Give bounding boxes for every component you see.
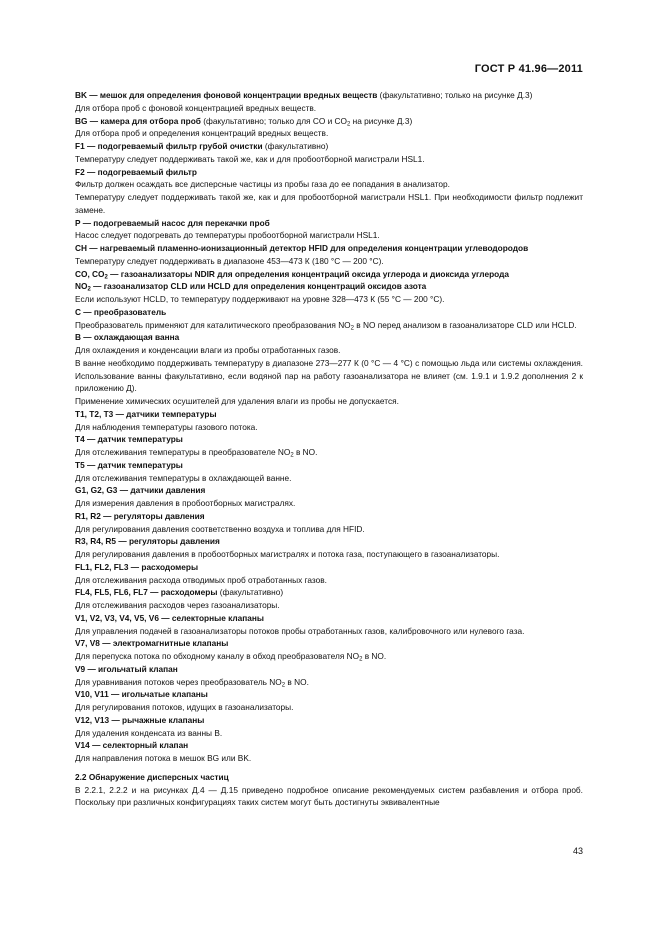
- subscript: 2: [87, 286, 91, 293]
- subscript: 2: [104, 274, 108, 280]
- body-text: Для охлаждения и конденсации влаги из пробы отработанных газов.: [75, 345, 341, 355]
- term-text: BG — камера для отбора проб: [75, 115, 201, 126]
- paragraph: [75, 331, 583, 344]
- paragraph: [75, 102, 583, 115]
- body-text: (факультативно; только для CO и CO: [200, 115, 347, 126]
- subscript: 2: [281, 682, 286, 688]
- paragraph: [75, 395, 583, 408]
- paragraph: [75, 612, 583, 625]
- page-number: 43: [572, 846, 583, 856]
- term-text: P — подогреваемый насос для перекачки проб: [75, 217, 270, 228]
- paragraph: [75, 523, 583, 536]
- body-text: Для перепуска потока по обходному каналу в обход преобразователя NO: [75, 651, 360, 661]
- paragraph: [75, 115, 583, 128]
- paragraph: [75, 625, 583, 638]
- paragraph: [75, 663, 583, 676]
- body-text: в NO.: [285, 676, 309, 687]
- body-text: Для наблюдения температуры газового потока.: [75, 421, 258, 432]
- term-text: G1, G2, G3 — датчики давления: [75, 485, 206, 496]
- paragraph: [75, 586, 583, 599]
- paragraph: [75, 676, 583, 689]
- term-text: V9 — игольчатый клапан: [75, 663, 178, 674]
- body-text: Для отбора проб и определения концентраций вредных веществ.: [75, 128, 329, 139]
- paragraph: [75, 714, 583, 727]
- paragraph: [75, 510, 583, 523]
- subscript: 2: [350, 325, 354, 331]
- paragraph: [75, 166, 583, 179]
- definition-list: [75, 89, 583, 765]
- body-text: Насос следует подогревать до температуры пробоотборной магистрали HSL1.: [75, 230, 380, 241]
- body-text: Температуру следует поддерживать такой же, как и для пробоотборной магистрали HSL1. При необходимости фильтр подлежит замене.: [75, 192, 583, 215]
- term-text: — газоанализатор CLD или HCLD для определения концентраций оксидов азота: [90, 281, 427, 292]
- body-text: Для регулирования потоков, идущих в газоанализаторы.: [75, 702, 294, 712]
- body-text: (факультативно): [262, 141, 329, 151]
- paragraph: [75, 306, 583, 319]
- paragraph: [75, 280, 583, 293]
- paragraph: [75, 535, 583, 548]
- paragraph: [75, 752, 583, 765]
- term-text: B — охлаждающая ванна: [75, 332, 180, 343]
- paragraph: [75, 421, 583, 434]
- term-text: CH — нагреваемый пламенно-ионизационный детектор HFID для определения концентрации углеводородов: [75, 243, 529, 253]
- term-text: V14 — селекторный клапан: [75, 740, 189, 751]
- body-text: Для отслеживания температуры в преобразователе NO: [75, 447, 291, 457]
- term-text: FL4, FL5, FL6, FL7 — расходомеры: [75, 587, 218, 598]
- body-text: Если используют HCLD, то температуру поддерживают на уровне 328—473 К (55 °C — 200 °C).: [75, 294, 445, 304]
- term-text: R1, R2 — регуляторы давления: [75, 510, 205, 521]
- term-text: F1 — подогреваемый фильтр грубой очистки: [75, 141, 263, 151]
- term-text: V12, V13 — рычажные клапаны: [75, 714, 205, 725]
- body-text: Для отслеживания расходов через газоанализаторы.: [75, 600, 280, 610]
- term-text: T1, T2, T3 — датчики температуры: [75, 408, 217, 419]
- paragraph: [75, 178, 583, 191]
- paragraph: [75, 268, 583, 281]
- paragraph: [75, 497, 583, 510]
- body-text: в NO.: [293, 447, 318, 457]
- subscript: 2: [290, 452, 294, 459]
- term-text: F2 — подогреваемый фильтр: [75, 166, 197, 177]
- body-text: Для регулирования давления в пробоотборных магистралях и потока газа, поступающего в газоанализаторы.: [75, 549, 500, 559]
- body-text: Для уравнивания потоков через преобразователь NO: [75, 676, 282, 687]
- paragraph: [75, 650, 583, 663]
- paragraph: [75, 344, 583, 357]
- body-text: Для отслеживания расхода отводимых проб отработанных газов.: [75, 574, 327, 585]
- body-text: Для отбора проб с фоновой концентрацией вредных веществ.: [75, 102, 317, 113]
- paragraph: [75, 688, 583, 701]
- body-text: Для регулирования давления соответственно воздуха и топлива для HFID.: [75, 523, 365, 534]
- paragraph: [75, 357, 583, 395]
- body-text: Для направления потока в мешок BG или BK.: [75, 753, 252, 763]
- paragraph: [75, 739, 583, 752]
- subscript: 2: [359, 656, 363, 663]
- body-text: Преобразователь применяют для каталитического преобразования NO: [75, 319, 351, 330]
- paragraph: [75, 153, 583, 166]
- paragraph: [75, 293, 583, 306]
- paragraph: [75, 701, 583, 714]
- term-text: C — преобразователь: [75, 306, 167, 317]
- paragraph: [75, 140, 583, 153]
- paragraph: [75, 472, 583, 485]
- body-text: Температуру следует поддерживать в диапазоне 453—473 К (180 °C — 200 °C).: [75, 255, 384, 266]
- standard-header: ГОСТ Р 41.96—2011: [474, 63, 583, 75]
- paragraph: [75, 637, 583, 650]
- body-text: (факультативно): [217, 587, 284, 598]
- term-text: V7, V8 — электромагнитные клапаны: [75, 638, 229, 649]
- paragraph: [75, 191, 583, 217]
- term-text: V10, V11 — игольчатые клапаны: [75, 689, 208, 700]
- paragraph: [75, 484, 583, 497]
- paragraph: [75, 255, 583, 268]
- body-text: Для управления подачей в газоанализаторы потоков пробы отработанных газов, калибровочного или нулевого газа.: [75, 625, 525, 636]
- paragraph: [75, 727, 583, 740]
- body-text: в NO перед анализом в газоанализаторе CLD или HCLD.: [353, 319, 577, 330]
- document-body: [75, 89, 583, 809]
- paragraph: [75, 242, 583, 255]
- term-text: NO: [75, 281, 88, 292]
- paragraph: [75, 433, 583, 446]
- body-text: Фильтр должен осаждать все дисперсные частицы из пробы газа до ее попадания в анализатор.: [75, 179, 450, 190]
- paragraph: [75, 599, 583, 612]
- paragraph: [75, 89, 583, 102]
- paragraph: [75, 319, 583, 332]
- term-text: CO, CO: [75, 268, 105, 279]
- term-text: T5 — датчик температуры: [75, 459, 183, 470]
- body-text: на рисунке Д.3): [350, 115, 413, 126]
- paragraph: [75, 217, 583, 230]
- paragraph: [75, 446, 583, 459]
- paragraph: [75, 548, 583, 561]
- term-text: BK — мешок для определения фоновой концентрации вредных веществ: [75, 90, 378, 100]
- subscript: 2: [346, 121, 351, 127]
- term-text: FL1, FL2, FL3 — расходомеры: [75, 561, 199, 572]
- term-text: — газоанализаторы NDIR для определения концентраций оксида углерода и диоксида углерода: [107, 268, 509, 279]
- term-text: T4 — датчик температуры: [75, 434, 183, 445]
- body-text: Применение химических осушителей для удаления влаги из пробы не допускается.: [75, 396, 399, 406]
- section-paragraph: В 2.2.1, 2.2.2 и на рисунках Д.4 — Д.15 приведено подробное описание рекомендуемых систем разбавления и отбора проб. Поскольку при различных конфигурациях таких систем могут быть достигнуты эквивалентные: [75, 784, 583, 808]
- paragraph: [75, 408, 583, 421]
- paragraph: [75, 127, 583, 140]
- term-text: V1, V2, V3, V4, V5, V6 — селекторные клапаны: [75, 612, 264, 623]
- body-text: В ванне необходимо поддерживать температуру в диапазоне 273—277 К (0 °C — 4 °C) с помощью льда или системы охлаждения. Использование ванны факультативно, если водяной пар на работу газоанализатора не влияет (см. 1.9.1 и 1.9.2 дополнения 2 к приложению Д).: [75, 357, 583, 394]
- body-text: (факультативно; только на рисунке Д.3): [377, 90, 533, 100]
- body-text: Для отслеживания температуры в охлаждающей ванне.: [75, 472, 292, 483]
- term-text: R3, R4, R5 — регуляторы давления: [75, 536, 220, 547]
- paragraph: [75, 574, 583, 587]
- body-text: в NO.: [362, 651, 387, 661]
- body-text: Для удаления конденсата из ванны B.: [75, 727, 223, 738]
- body-text: Температуру следует поддерживать такой же, как и для пробоотборной магистрали HSL1.: [75, 153, 425, 164]
- body-text: Для измерения давления в пробоотборных магистралях.: [75, 498, 296, 508]
- paragraph: [75, 459, 583, 472]
- section-heading: 2.2 Обнаружение дисперсных частиц: [75, 771, 229, 782]
- paragraph: [75, 229, 583, 242]
- paragraph: [75, 561, 583, 574]
